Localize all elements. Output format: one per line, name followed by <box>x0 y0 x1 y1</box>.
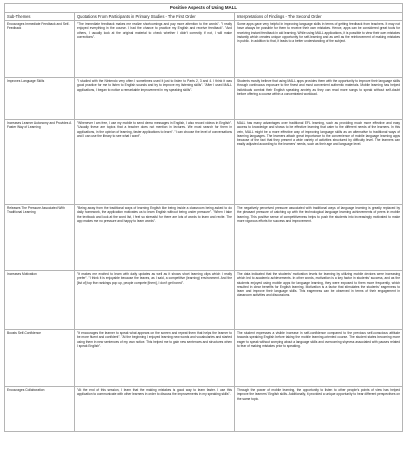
table-row <box>5 387 403 432</box>
quotation-cell: "The immediate feedback makes me realize shortcomings and pay more attention to the words". "I really enjoyed everything in the course. I had the chance to practice my English and receive feedback". "And others, I usually look at the original material to check whether I didn't correctly if not, I will make corrections". <box>75 21 235 78</box>
table-caption: Positive Aspects of Using MALL <box>5 4 403 13</box>
sub-theme-cell: Releases The Pressure Associated With Traditional Learning <box>5 205 75 271</box>
interpretation-cell: Students mostly believe that using MALL apps provides them with the opportunity to improve their language skills through continuous exposure to the finest and most convenient authentic materials. Mobile learning has helped individuals combat their English speaking anxiety as they can read more songs to speak without self-doubt before offering a course within a concentrated workload. <box>235 78 403 120</box>
interpretation-cell: The data indicated that the students' motivation levels for learning by utilizing mobile devices were increasing which led to academic achievements. In other words, motivation is a key factor in students' success, and as the students enjoyed using mobile apps for language learning, they were exposed to them more frequently, which resulted in clear benefits for English learning. Motivation is a factor that stimulates the students' eagerness to learn and improve their language skills. This eagerness can be observed in terms of their engagement in classroom activities and discussions. <box>235 271 403 330</box>
sub-theme-cell: Boosts Self-Confidence <box>5 330 75 387</box>
column-header-interpretations: Interpretations of Findings - The Second Order <box>235 13 403 21</box>
table-row <box>5 330 403 387</box>
sub-theme-cell: Improves Language Skills <box>5 78 75 120</box>
quotation-cell: "It encourages the learner to speak what appears on the screen and repeat them that helps the learner to be more fluent and confident". "At the beginning I enjoyed learning new words and vocabularies and started using them in new sentences of my own notice. This helped me to gain new sentences and structures when I speak English". <box>75 330 235 387</box>
document-page <box>4 3 402 432</box>
quotation-cell: "Being away from the traditional ways of learning English like being inside a classroom being asked to do daily homework, the application motivates us to learn English without being under pressure". "When I take the textbook and look at the word list, I feel so stressful for there are lots of words to learn and recite. The app makes me no pressure and happy to learn words". <box>75 205 235 271</box>
interpretation-cell: The student expresses a visible increase in self-confidence compared to the previous self-conscious attitude towards speaking English before taking the mobile learning-oriented course. The student states becoming more eager to speak without worrying about a language skills and overcoming shyness associated with pauses related to fear of making mistakes prior to speaking. <box>235 330 403 387</box>
table-row <box>5 120 403 205</box>
table-row <box>5 78 403 120</box>
sub-theme-cell: Increases Motivation <box>5 271 75 330</box>
quotation-cell: "It makes me excited to learn with daily updates as well as it shows short learning clips which I really prefer". "I think it is enjoyable because the leaves, as I said, a competitive (learning) environment. And the [list of] top five rankings pop up, people compete [them], I don't get bored". <box>75 271 235 330</box>
column-header-sub-themes: Sub-Themes <box>5 13 75 21</box>
quotation-cell: "At the end of this session, I learn that the making mistakes is good way to learn faster. I use this application to communicate with other learners in order to discuss the improvements in my speaking skills". <box>75 387 235 432</box>
interpretation-cell: Some apps gave very helpful in improving language skills in terms of getting feedback from teachers. It may not have always be possible for them to receive their own mistakes. Hence, apps can be considered great tools for receiving instant feedback in aid learning. While using MALL applications, it is possible to view their own mistakes instantly which creates unique opportunity for self-learning and as well as the reinforcement of making mistakes in public. In addition to that, it leads to a better understanding of the subject. <box>235 21 403 78</box>
table-header-row <box>5 13 403 21</box>
table-caption-row <box>5 4 403 13</box>
quotation-cell: "I studied with the Nintendo very often I sometimes used it just to listen to Parts 2, 3 and 4. I think it was good practice for me to listen to English sounds and try to improve my listening skills". "After I used MALL applications, I began to notice a remarkable improvement in my speaking skills". <box>75 78 235 120</box>
quotation-cell: "Whenever I am free, I use my mobile to send demo messages in English, I also record videos in English". "Usually these are topics that a teacher does not mention in lectures. We must search for them in applications, in the opinion of learning, faster applications to learn". "I can choose the level of conversations and I can use the library to see what I want". <box>75 120 235 205</box>
interpretation-cell: Through the power of mobile learning, the opportunity to listen to other people's points of view has helped improve the learners' English skills. Additionally, it provided a unique opportunity to hear different perspectives on the same topic. <box>235 387 403 432</box>
interpretation-cell: The negatively perceived pressure associated with traditional ways of language learning is greatly replaced by the pleasant pressure of catching up with the technological language learning achievements of peers in mobile learning. This positive sense of competitiveness helps to push the students into increasingly motivated to make more vigorous efforts for success and improvement. <box>235 205 403 271</box>
interpretation-cell: MALL has many advantages over traditional EFL learning, such as providing much more effective and easy access to knowledge and shows to be effective learning that cater to the different needs of the learners. In this vein, MALL might be a more effective way of improving language skills as an alternative to traditional ways of learning languages. The learners attach great importance to the convenience of mobile language learning apps because of the fact that they present a wide variety of activities structured by difficulty level. The learners can easily adjusted according to the learners' needs, such as their age and language level. <box>235 120 403 205</box>
table-row <box>5 205 403 271</box>
themes-table <box>4 3 403 432</box>
table-row <box>5 21 403 78</box>
sub-theme-cell: Encourages Immediate Feedback and Self-Feedback <box>5 21 75 78</box>
sub-theme-cell: Increases Learner Autonomy and Provides A Faster Way of Learning <box>5 120 75 205</box>
sub-theme-cell: Encourages Collaboration <box>5 387 75 432</box>
column-header-quotations: Quotations From Participants in Primary Studies - The First Order <box>75 13 235 21</box>
table-row <box>5 271 403 330</box>
